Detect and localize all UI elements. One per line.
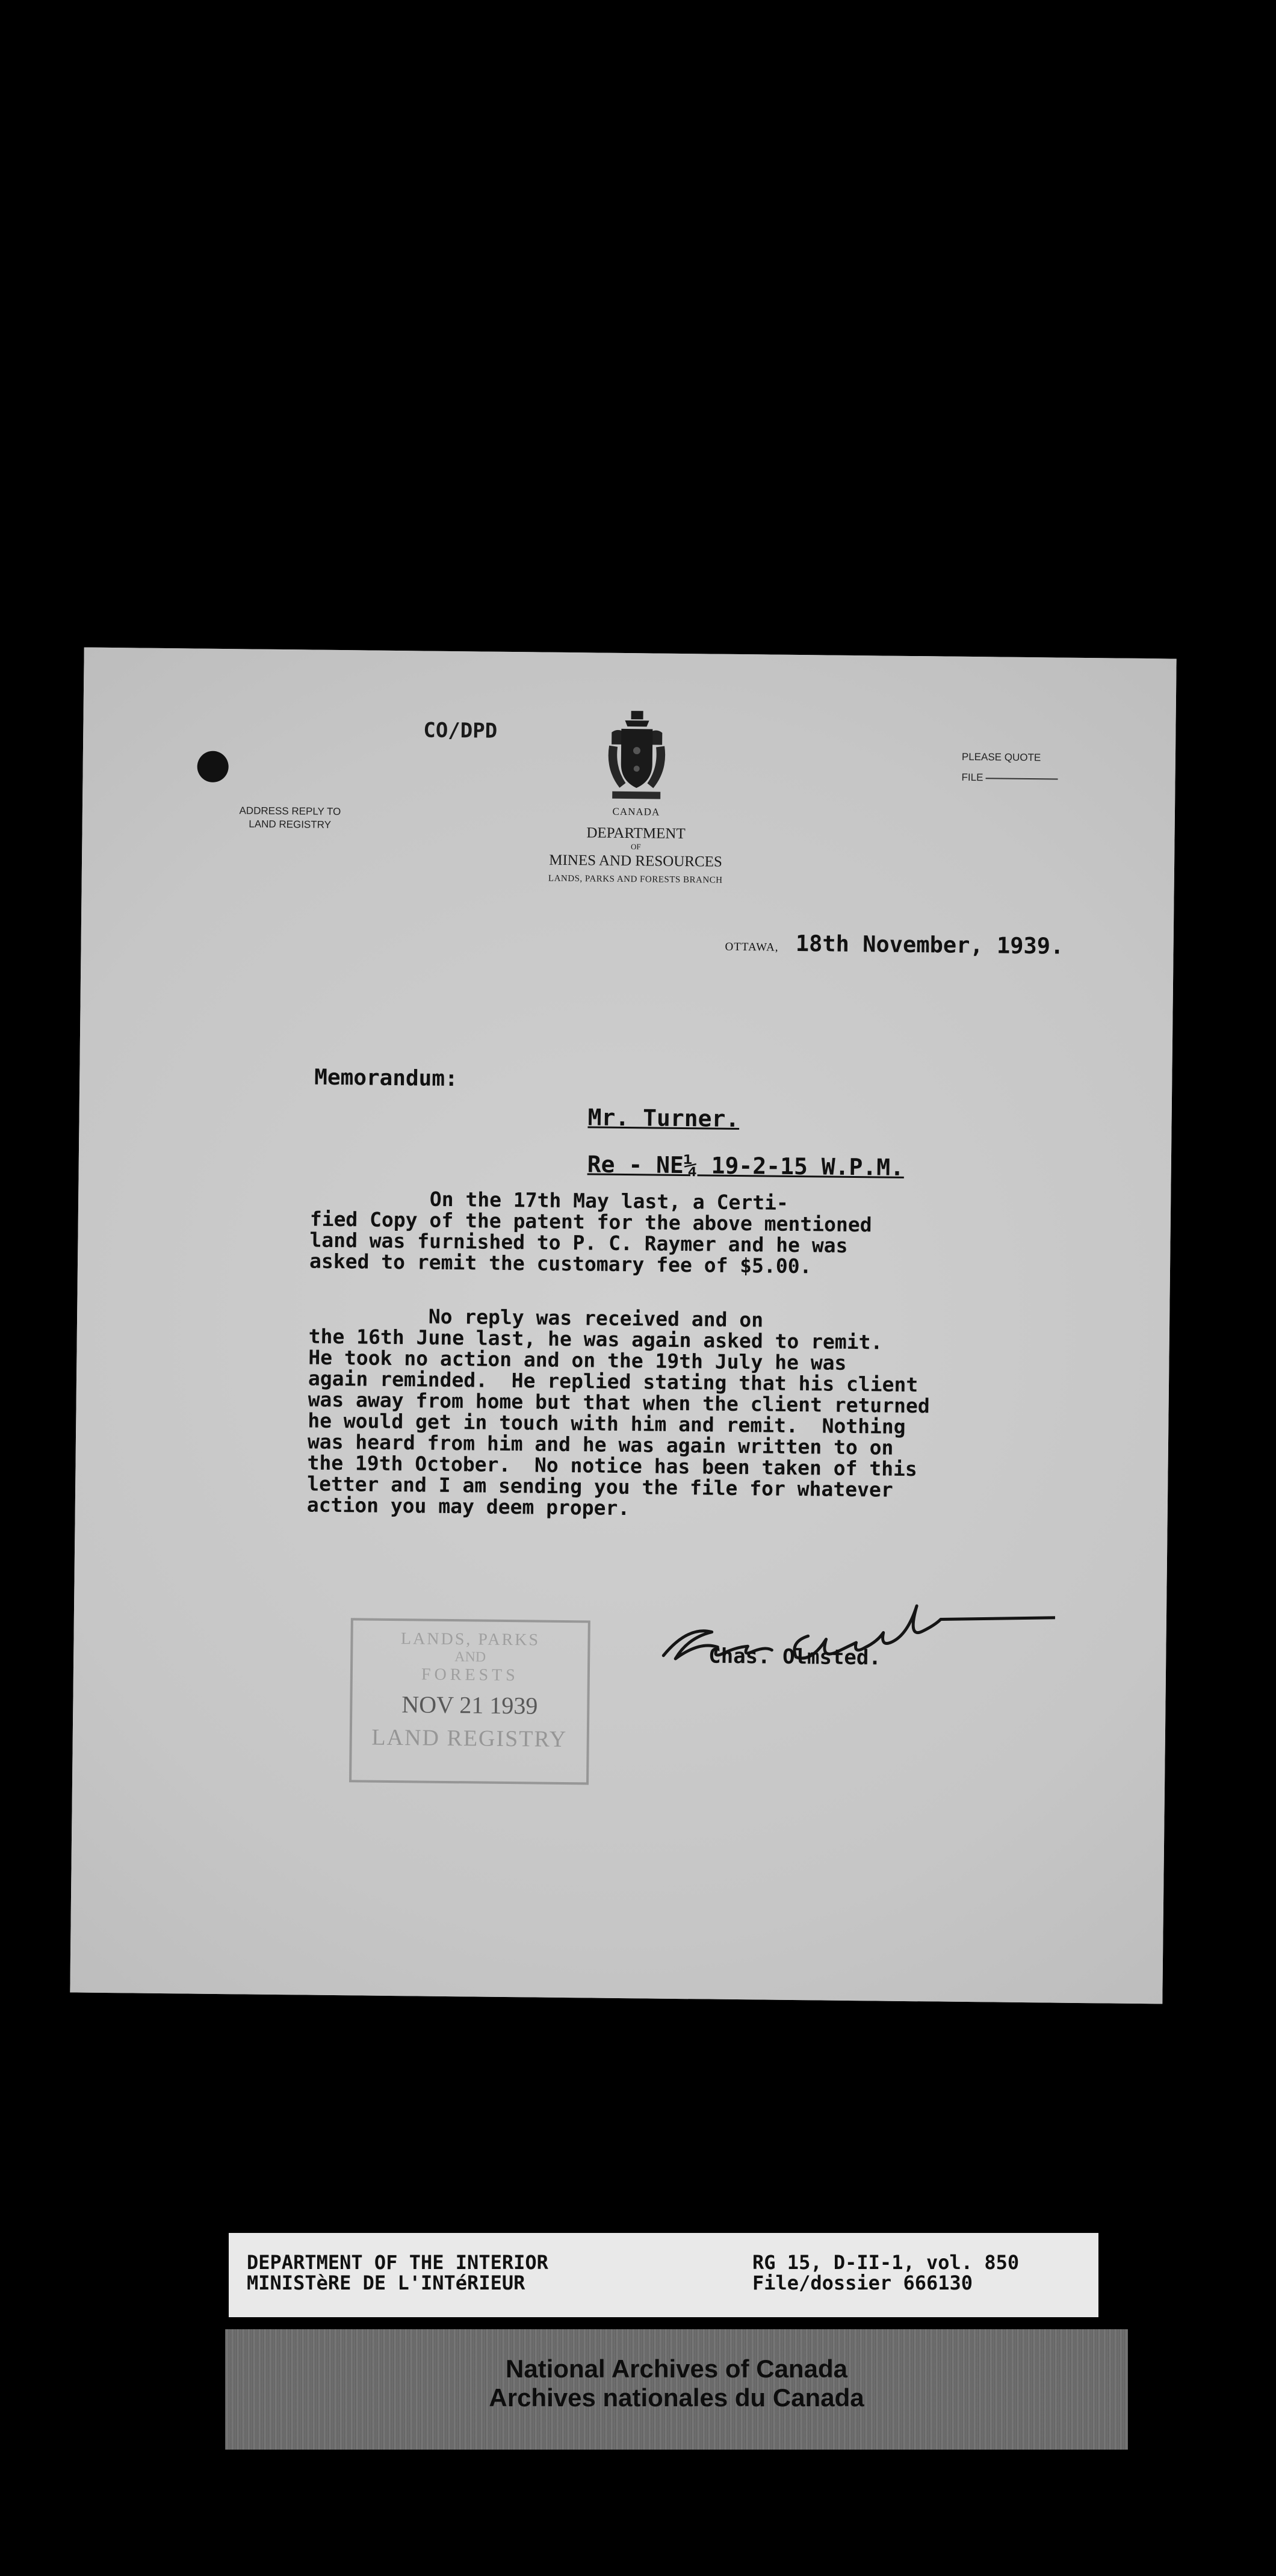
archive-reference-label bbox=[229, 2233, 1098, 2317]
archive-department-en: DEPARTMENT OF THE INTERIOR bbox=[247, 2251, 548, 2274]
city-label: OTTAWA, bbox=[725, 940, 779, 954]
archive-reference bbox=[752, 2252, 1019, 2293]
memorandum-page bbox=[70, 648, 1176, 2004]
address-reply-line: ADDRESS REPLY TO bbox=[239, 805, 341, 818]
archive-record-group: RG 15, D-II-1, vol. 850 bbox=[752, 2251, 1020, 2274]
stamp-line: LANDS, PARKS bbox=[400, 1629, 540, 1650]
punch-hole bbox=[197, 751, 229, 783]
department-of: OF bbox=[630, 842, 641, 852]
signer-name: Chas. Olmsted. bbox=[708, 1644, 882, 1670]
coat-of-arms-icon bbox=[600, 708, 674, 805]
archives-banner bbox=[225, 2329, 1128, 2450]
letter-date: 18th November, 1939. bbox=[795, 930, 1064, 959]
file-code: CO/DPD bbox=[423, 718, 498, 743]
memo-recipient: Mr. Turner. bbox=[587, 1104, 740, 1132]
stamp-office: LAND REGISTRY bbox=[371, 1724, 568, 1753]
received-stamp bbox=[349, 1618, 590, 1785]
stamp-line: AND bbox=[454, 1649, 486, 1665]
archives-name-en: National Archives of Canada bbox=[506, 2355, 847, 2383]
memo-paragraph-1: On the 17th May last, a Certi- fied Copy of the patent for the above mentioned land was furnished to P. C. Raymer and he was asked to remit the customary fee of $5.00. bbox=[309, 1186, 872, 1278]
stamp-line: FORESTS bbox=[421, 1665, 519, 1685]
department-name: MINES AND RESOURCES bbox=[549, 852, 722, 870]
archive-department bbox=[247, 2252, 548, 2293]
address-reply-line: LAND REGISTRY bbox=[249, 818, 332, 831]
memo-paragraph-2: No reply was received and on the 16th June last, he was again asked to remit. He took no action and on the 19th July he was again reminded. He replied stating that his client was away from home but that when the client returned he would get in touch with him and remit. Nothing was heard from him and he was again written to on the 19th October. No notice has been taken of this letter and I am sending you the file for whatever action you may deem proper. bbox=[306, 1303, 930, 1520]
file-line bbox=[985, 778, 1058, 779]
stamp-date: NOV 21 1939 bbox=[401, 1691, 538, 1720]
department-label: DEPARTMENT bbox=[586, 825, 686, 843]
please-quote-label: PLEASE QUOTE bbox=[961, 751, 1041, 764]
please-quote-block bbox=[961, 747, 1058, 789]
file-label: FILE bbox=[961, 771, 983, 784]
memo-heading: Memorandum: bbox=[314, 1065, 458, 1092]
handwritten-signature bbox=[651, 1599, 1055, 1687]
archive-file-number: File/dossier 666130 bbox=[752, 2271, 973, 2294]
dateline bbox=[725, 930, 1064, 959]
branch-name: LANDS, PARKS AND FORESTS BRANCH bbox=[548, 873, 723, 885]
department-heading bbox=[515, 805, 757, 886]
memo-subject: Re - NE¼ 19-2-15 W.P.M. bbox=[587, 1151, 905, 1181]
archive-department-fr: MINISTèRE DE L'INTéRIEUR bbox=[247, 2271, 525, 2294]
address-reply bbox=[221, 804, 359, 832]
archives-name-fr: Archives nationales du Canada bbox=[489, 2383, 864, 2412]
country-label: CANADA bbox=[612, 805, 660, 818]
